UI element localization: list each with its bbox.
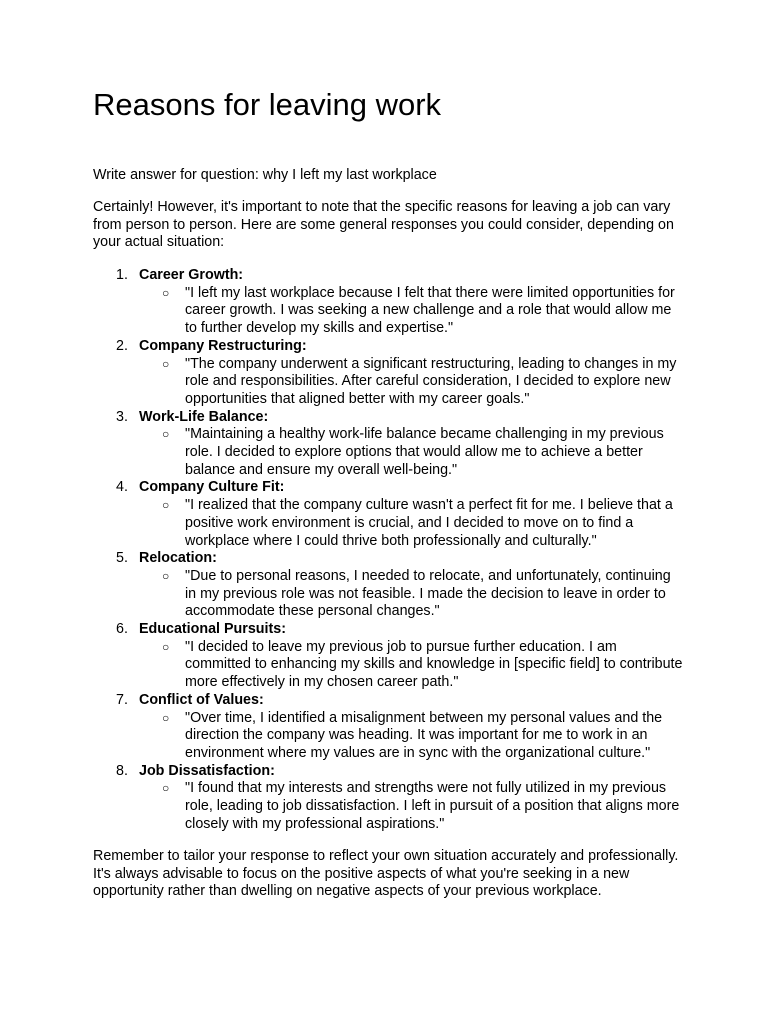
reason-number: 4. [116,479,128,496]
reason-title: Relocation: [139,550,217,567]
document-page [93,85,683,899]
reason-quote-row [93,780,683,833]
reason-quote: "Over time, I identified a misalignment between my personal values and the direction the company was heading. It was important for me to work in an environment where my values are in sync with the organizational culture." [185,709,663,761]
reason-quote-row [93,497,683,550]
hollow-circle-bullet-icon: ○ [162,568,170,583]
reason-quote: "Maintaining a healthy work-life balance became challenging in my previous role. I decided to explore options that would allow me to achieve a better balance and ensure my overall well-being." [185,426,664,478]
reason-number: 5. [116,550,128,567]
reason-item-3 [93,409,683,480]
reason-item-7 [93,692,683,763]
reason-quote-row [93,285,683,338]
hollow-circle-bullet-icon: ○ [162,781,170,796]
reason-title: Career Growth: [139,267,244,283]
reasons-list [93,267,683,834]
closing-paragraph: Remember to tailor your response to reflect your own situation accurately and professionally. It's always advisable to focus on the positive aspects of what you're seeking in a new opportunity rather than dwelling on negative aspects of your previous workplace. [93,848,679,899]
reason-number: 2. [116,337,128,354]
reason-quote-row [93,356,683,409]
hollow-circle-bullet-icon: ○ [162,639,170,654]
reason-quote-row [93,426,683,479]
hollow-circle-bullet-icon: ○ [162,498,170,513]
reason-quote: "I left my last workplace because I felt that there were limited opportunities for career growth. I was seeking a new challenge and a role that would allow me to further develop my skills and expertise." [185,284,675,337]
reason-item-8 [93,763,683,834]
reason-title: Conflict of Values: [139,691,264,708]
reason-item-4 [93,479,683,550]
reason-title: Work-Life Balance: [139,408,269,425]
reason-quote-row [93,639,683,692]
reason-title: Company Culture Fit: [139,479,285,496]
reason-number: 3. [116,408,128,425]
reason-quote: "Due to personal reasons, I needed to relocate, and unfortunately, continuing in my previous role was not feasible. I made the decision to leave in order to accommodate these personal changes." [185,567,671,620]
reason-quote: "I realized that the company culture wasn't a perfect fit for me. I believe that a positive work environment is crucial, and I decided to move on to find a workplace where I could thrive both professionally and culturally." [185,497,673,549]
reason-quote-row [93,710,683,763]
hollow-circle-bullet-icon: ○ [162,710,170,725]
hollow-circle-bullet-icon: ○ [162,356,170,371]
reason-number: 6. [116,621,128,638]
reason-item-5 [93,550,683,621]
reason-item-6 [93,621,683,692]
reason-title: Educational Pursuits: [139,621,286,638]
reason-item-2 [93,338,683,409]
question-prompt: Write answer for question: why I left my last workplace [93,167,437,183]
reason-title: Job Dissatisfaction: [139,762,275,779]
reason-number: 1. [116,267,128,283]
hollow-circle-bullet-icon: ○ [162,427,170,442]
intro-paragraph: Certainly! However, it's important to note that the specific reasons for leaving a job can vary from person to person. Here are some general responses you could consider, depending on your actual situation: [93,199,674,250]
hollow-circle-bullet-icon: ○ [162,285,170,300]
reason-quote: "I found that my interests and strengths were not fully utilized in my previous role, leading to job dissatisfaction. I left in pursuit of a position that aligns more closely with my professional aspirations." [185,780,680,832]
reason-number: 8. [116,762,128,779]
reason-quote: "The company underwent a significant restructuring, leading to changes in my role and responsibilities. After careful consideration, I decided to explore new opportunities that aligned better with my career goals." [185,355,677,407]
document-title: Reasons for leaving work [93,87,442,122]
reason-title: Company Restructuring: [139,337,307,354]
reason-item-1 [93,267,683,338]
reason-quote-row [93,568,683,621]
reason-number: 7. [116,691,128,708]
reason-quote: "I decided to leave my previous job to pursue further education. I am committed to enhancing my skills and knowledge in [specific field] to contribute more effectively in my chosen career path." [185,638,683,691]
